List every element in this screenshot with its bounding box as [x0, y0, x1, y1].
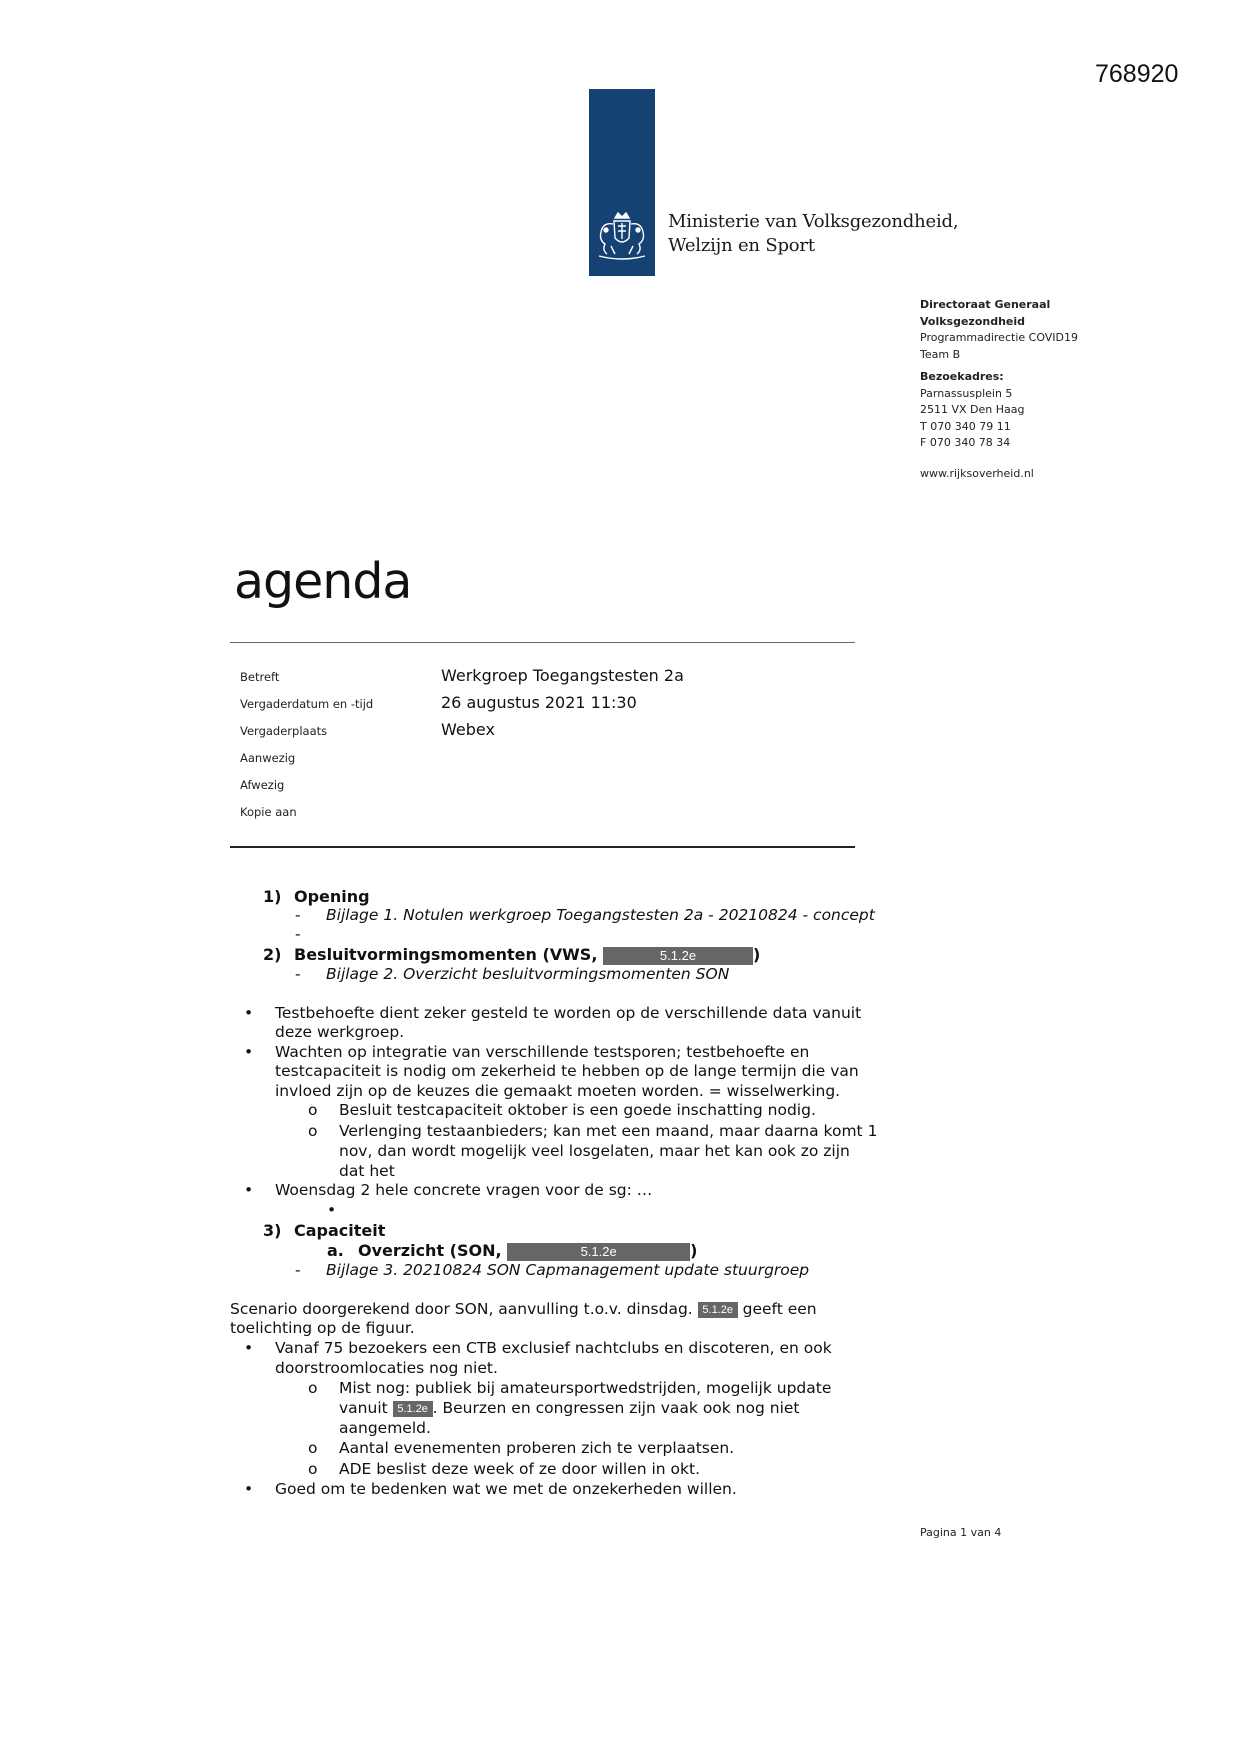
meta-value-location: Webex	[441, 720, 495, 739]
sub-bullet-marker: o	[308, 1460, 318, 1478]
agenda-item-title	[294, 945, 760, 965]
ministry-name-line2: Welzijn en Sport	[668, 235, 815, 256]
divider-top	[230, 642, 855, 643]
sub-bullet-text	[339, 1399, 800, 1418]
sub-bullet-text: Besluit testcapaciteit oktober is een goede inschatting nodig.	[339, 1101, 816, 1119]
bullet-marker: •	[244, 1004, 254, 1022]
sub-bullet-text: aangemeld.	[339, 1419, 431, 1437]
postal-city: 2511 VX Den Haag	[920, 403, 1025, 416]
meta-labels	[240, 664, 373, 826]
meta-label-subject: Betreft	[240, 670, 280, 684]
agenda-item-title: Opening	[294, 887, 370, 906]
agenda-item-number: 3)	[263, 1221, 282, 1240]
meta-value-subject: Werkgroep Toegangstesten 2a	[441, 666, 684, 685]
dash-marker: -	[295, 925, 301, 943]
redaction-box: 5.1.2e	[393, 1401, 433, 1417]
sub-bullet-marker: o	[308, 1379, 318, 1397]
bullet-marker: •	[244, 1339, 254, 1357]
sub-bullet-text: dat het	[339, 1162, 395, 1180]
street-address: Parnassusplein 5	[920, 386, 1013, 400]
bullet-marker: •	[244, 1181, 254, 1199]
agenda-item-number: 1)	[263, 887, 282, 906]
redaction-box: 5.1.2e	[698, 1302, 738, 1318]
bullet-text: Wachten op integratie van verschillende testsporen; testbehoefte en	[275, 1043, 810, 1061]
sub-bullet-text: Mist nog: publiek bij amateursportwedstrijden, mogelijk update	[339, 1379, 832, 1397]
paragraph-text: Scenario doorgerekend door SON, aanvulling t.o.v. dinsdag.	[230, 1300, 693, 1318]
department-line: Directoraat Generaal	[920, 298, 1051, 311]
department-line: Team B	[920, 347, 961, 361]
sub-item-title	[358, 1241, 697, 1261]
sub-bullet-marker: o	[308, 1439, 318, 1457]
ministry-name	[668, 210, 958, 258]
redaction-box: 5.1.2e	[507, 1243, 690, 1261]
page-number: Pagina 1 van 4	[920, 1526, 1002, 1539]
visit-address-label: Bezoekadres:	[920, 370, 1004, 383]
bullet-text: Testbehoefte dient zeker gesteld te worden op de verschillende data vanuit	[275, 1004, 862, 1022]
paragraph-line: toelichting op de figuur.	[230, 1319, 415, 1337]
bullet-text: doorstroomlocaties nog niet.	[275, 1359, 498, 1377]
sub-bullet-marker: o	[308, 1101, 318, 1119]
phone-number: T 070 340 79 11	[920, 419, 1011, 433]
bullet-text: Woensdag 2 hele concrete vragen voor de sg: …	[275, 1181, 653, 1199]
paragraph-line	[230, 1300, 817, 1319]
meta-label-absent: Afwezig	[240, 778, 285, 792]
bullet-text: invloed zijn op de keuzes die gemaakt moeten worden. = wisselwerking.	[275, 1082, 841, 1100]
sub-bullet-text-part: . Beurzen en congressen zijn vaak ook nog niet	[432, 1399, 800, 1417]
meta-label-location: Vergaderplaats	[240, 724, 328, 738]
website-link[interactable]: www.rijksoverheid.nl	[920, 466, 1034, 480]
royal-crest-icon	[593, 210, 651, 262]
bullet-marker: •	[244, 1480, 254, 1498]
sub-bullet-text: nov, dan wordt mogelijk veel losgelaten, maar het kan ook zo zijn	[339, 1142, 850, 1160]
divider-bottom	[230, 846, 855, 848]
agenda-item-title: Capaciteit	[294, 1221, 386, 1240]
department-line: Volksgezondheid	[920, 314, 1026, 328]
agenda-item-title-close: )	[752, 945, 761, 964]
bullet-text: Goed om te bedenken wat we met de onzekerheden willen.	[275, 1480, 737, 1498]
department-line: Programmadirectie COVID19	[920, 331, 1079, 344]
bullet-marker: •	[244, 1043, 254, 1061]
agenda-item-number: 2)	[263, 945, 282, 964]
attachment-line: Bijlage 3. 20210824 SON Capmanagement update stuurgroep	[326, 1261, 810, 1279]
rijksoverheid-logo	[589, 89, 655, 276]
sub-item-letter: a.	[327, 1241, 344, 1260]
paragraph-text: geeft een	[742, 1300, 817, 1318]
meta-label-copy: Kopie aan	[240, 805, 297, 819]
bullet-text: testcapaciteit is nodig om zekerheid te hebben op de lange termijn die van	[275, 1062, 859, 1080]
document-number: 768920	[1095, 60, 1179, 88]
sub-item-title-text: Overzicht (SON,	[358, 1241, 502, 1260]
dash-marker: -	[295, 1261, 301, 1279]
meta-values	[441, 662, 684, 743]
fax-number: F 070 340 78 34	[920, 436, 1011, 449]
sub-bullet-text-part: vanuit	[339, 1399, 388, 1417]
sub-bullet-text: ADE beslist deze week of ze door willen in okt.	[339, 1460, 701, 1478]
sub-bullet-text: Verlenging testaanbieders; kan met een maand, maar daarna komt 1	[339, 1122, 878, 1140]
attachment-line: Bijlage 1. Notulen werkgroep Toegangstesten 2a - 20210824 - concept	[326, 906, 875, 924]
bullet-text: deze werkgroep.	[275, 1023, 405, 1041]
ministry-name-line1: Ministerie van Volksgezondheid,	[668, 211, 959, 232]
attachment-line: Bijlage 2. Overzicht besluitvormingsmomenten SON	[326, 965, 730, 983]
dash-marker: -	[295, 906, 301, 924]
meta-value-datetime: 26 augustus 2021 11:30	[441, 693, 637, 712]
sub-item-title-close: )	[690, 1241, 698, 1260]
bullet-text: Vanaf 75 bezoekers een CTB exclusief nachtclubs en discoteren, en ook	[275, 1339, 832, 1357]
redaction-box: 5.1.2e	[603, 947, 753, 965]
document-title: agenda	[234, 553, 412, 610]
meta-label-datetime: Vergaderdatum en -tijd	[240, 697, 374, 711]
sub-bullet-text: Aantal evenementen proberen zich te verplaatsen.	[339, 1439, 735, 1457]
dash-marker: -	[295, 965, 301, 983]
meta-label-present: Aanwezig	[240, 751, 296, 765]
sub-bullet-marker: o	[308, 1122, 318, 1140]
sender-address-block	[920, 297, 1078, 482]
agenda-item-title-text: Besluitvormingsmomenten (VWS,	[294, 945, 598, 964]
bullet-marker: •	[327, 1201, 337, 1219]
